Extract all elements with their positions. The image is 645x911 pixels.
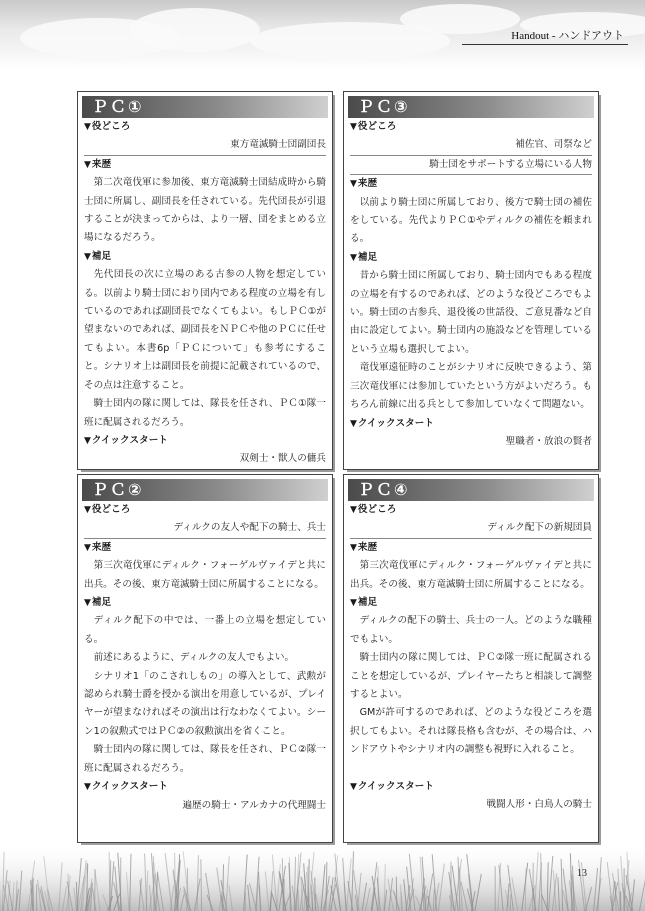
role-value: 東方竜滅騎士団副団長 [84,136,326,155]
background-paragraph: 第三次竜伐軍にディルク・フォーゲルヴァイデと共に出兵。その後、東方竜滅騎士団に所属することになる。 [350,560,592,590]
note-paragraph: ディルクの配下の騎士、兵士の一人。どのような職種でもよい。 [350,615,592,645]
note-paragraph: 前述にあるように、ディルクの友人でもよい。 [93,652,295,664]
section-heading: ▼役どころ [84,121,131,132]
triangle-icon: ▼ [350,418,357,429]
panel-pc1 [77,91,333,470]
triangle-icon: ▼ [350,598,357,609]
note-paragraph: 騎士団内の隊に関しては、ＰＣ②隊一班に配属されることを想定しているが、プレイヤーたちと相談して調整するとよい。 [350,652,592,701]
triangle-icon: ▼ [350,179,357,190]
section-heading: ▼役どころ [350,504,397,515]
note-paragraph: シナリオ1「のこされしもの」の導入として、武勲が認められ騎士爵を授かる演出を用意しているが、プレイヤーが望まなければその演出は行なわなくてよい。シーン1の叙勲式ではＰＣ②の叙勲演出を省くこと。 [84,670,326,737]
running-header [462,24,628,45]
triangle-icon: ▼ [84,542,91,553]
section-heading: ▼役どころ [350,121,397,132]
triangle-icon: ▼ [350,542,357,553]
background-paragraph: 以前より騎士団に所属しており、後方で騎士団の補佐をしている。先代よりＰＣ①やディルクの補佐を頼まれる。 [350,196,592,245]
section-heading: ▼役どころ [84,504,131,515]
panel-title: ＰＣ② [82,479,328,501]
header-title: Handout - ハンドアウト [511,30,624,42]
section-heading: ▼来歴 [350,178,378,190]
triangle-icon: ▼ [84,598,91,609]
panel-title: ＰＣ③ [348,96,594,118]
triangle-icon: ▼ [350,505,357,515]
role-value: ディルクの友人や配下の騎士、兵士 [84,519,326,538]
note-paragraph: 騎士団内の隊に関しては、隊長を任され、ＰＣ①隊一班に配属されるだろう。 [84,398,326,428]
quickstart-value: 戦闘人形・白鳥人の騎士 [486,799,592,811]
section-heading: ▼補足 [350,597,378,609]
section-heading: ▼補足 [350,251,378,263]
background-paragraph: 第二次竜伐軍に参加後、東方竜滅騎士団結成時から騎士団に所属し、副団長を任されている。先代団長が引退することが決まってからは、より一層、団をまとめる立場になるだろう。 [84,177,326,244]
background-paragraph: 第三次竜伐軍にディルク・フォーゲルヴァイデと共に出兵。その後、東方竜滅騎士団に所属することになる。 [84,560,326,590]
triangle-icon: ▼ [84,251,91,262]
panel-pc3 [343,91,599,470]
triangle-icon: ▼ [84,159,91,170]
section-heading: ▼補足 [84,250,112,262]
panel-pc4 [343,474,599,843]
note-paragraph: 昔から騎士団に所属しており、騎士団内でもある程度の立場を有するのであれば、どのような役どころでもよい。騎士団の古参兵、退役後の世話役、ご意見番など自由に設定してよい。騎士団内の施設などを管理しているという立場も選択してよい。 [350,270,592,355]
panel-title: ＰＣ① [82,96,328,118]
panel-pc2 [77,474,333,843]
panel-title: ＰＣ④ [348,479,594,501]
triangle-icon: ▼ [84,122,91,132]
section-heading: ▼来歴 [84,158,112,170]
section-heading: ▼補足 [84,597,112,609]
note-paragraph: ディルク配下の中では、一番上の立場を想定している。 [84,615,326,645]
footer-grass-illustration [0,841,645,911]
quickstart-value: 聖職者・放浪の賢者 [505,435,592,447]
quickstart-value: 双剣士・獣人の傭兵 [239,453,326,465]
triangle-icon: ▼ [84,782,91,793]
triangle-icon: ▼ [84,505,91,515]
triangle-icon: ▼ [350,252,357,263]
triangle-icon: ▼ [350,782,357,793]
page-number: 13 [577,868,587,879]
role-value: ディルク配下の新規団員 [350,519,592,538]
triangle-icon: ▼ [350,122,357,132]
note-paragraph: 騎士団内の隊に関しては、隊長を任され、ＰＣ②隊一班に配属されるだろう。 [84,744,326,774]
section-heading: ▼クイックスタート [84,434,168,446]
quickstart-value: 遍歴の騎士・アルカナの代理闘士 [182,799,326,811]
section-heading: ▼来歴 [350,541,378,553]
note-paragraph: 先代団長の次に立場のある古参の人物を想定している。以前より騎士団におり団内である程度の立場を有しているのであれば副団長でなくてもよい。もしＰＣ①が望まないのであれば、副団長をＮＰＣや他のＰＣに任せてもよい。本書6p「ＰＣについて」も参考にすること。シナリオ上は副団長を前提に記載されているので、その点は注意すること。 [84,269,326,391]
section-heading: ▼クイックスタート [84,781,168,793]
section-heading: ▼クイックスタート [350,417,434,429]
note-paragraph: 竜伐軍遠征時のことがシナリオに反映できるよう、第三次竜伐軍には参加していたという方がよいだろう。もちろん前線に出る兵として参加していなくて問題ない。 [350,362,592,411]
triangle-icon: ▼ [84,435,91,446]
section-heading: ▼来歴 [84,541,112,553]
role-value-2: 騎士団をサポートする立場にいる人物 [350,156,592,175]
role-value: 補佐官、司祭など [350,136,592,155]
section-heading: ▼クイックスタート [350,781,434,793]
note-paragraph: GMが許可するのであれば、どのような役どころを選択してもよい。それは隊長格も含むが、その場合は、ハンドアウトやシナリオ内の調整も視野に入れること。 [350,707,592,756]
